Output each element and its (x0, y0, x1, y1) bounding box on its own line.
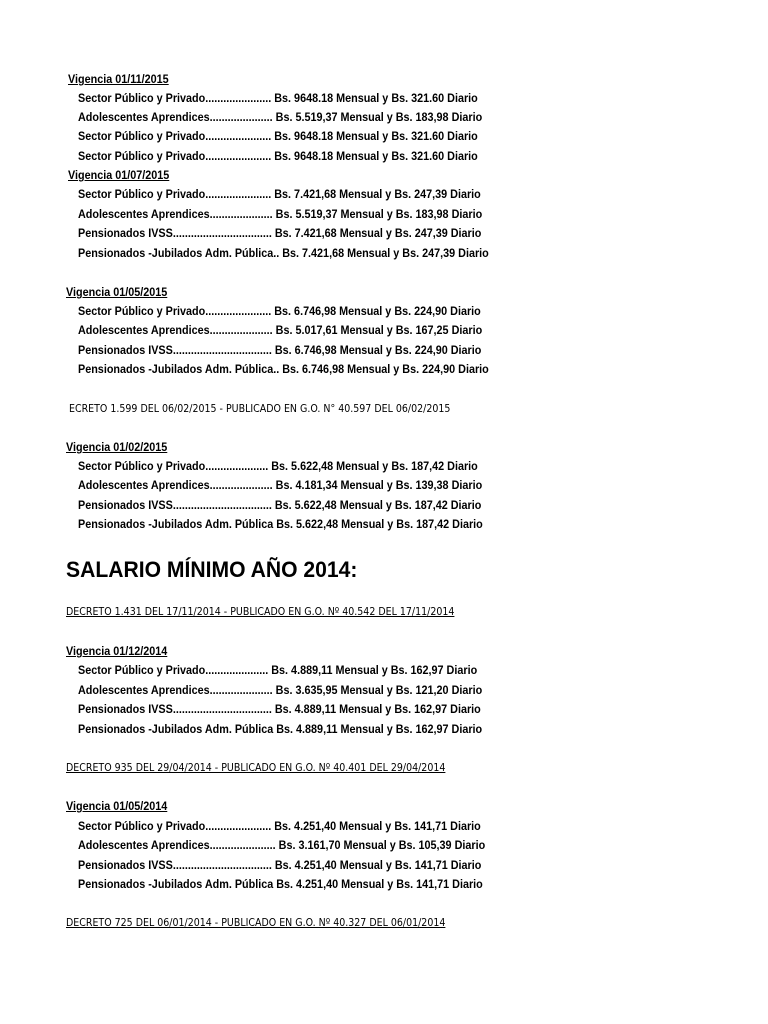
vigencia-heading: Vigencia 01/12/2014 (66, 644, 168, 658)
salary-line: Sector Público y Privado...................... Bs. 9648.18 Mensual y Bs. 321.60 Diario (78, 149, 478, 163)
salary-line: Pensionados -Jubilados Adm. Pública Bs. 4.251,40 Mensual y Bs. 141,71 Diario (78, 877, 483, 891)
salary-line: Pensionados IVSS................................. Bs. 6.746,98 Mensual y Bs. 224,90 Diario (78, 343, 482, 357)
salary-line: Sector Público y Privado...................... Bs. 4.251,40 Mensual y Bs. 141,71 Diario (78, 819, 481, 833)
vigencia-heading: Vigencia 01/07/2015 (68, 168, 170, 182)
salary-line: Adolescentes Aprendices..................... Bs. 5.519,37 Mensual y Bs. 183,98 Diario (78, 110, 483, 124)
salary-line: Pensionados -Jubilados Adm. Pública Bs. 5.622,48 Mensual y Bs. 187,42 Diario (78, 517, 483, 531)
salary-line: Adolescentes Aprendices..................... Bs. 5.017,61 Mensual y Bs. 167,25 Diario (78, 323, 483, 337)
salary-line: Pensionados -Jubilados Adm. Pública Bs. 4.889,11 Mensual y Bs. 162,97 Diario (78, 722, 483, 736)
salary-line: Adolescentes Aprendices..................... Bs. 3.635,95 Mensual y Bs. 121,20 Diario (78, 683, 483, 697)
vigencia-heading: Vigencia 01/05/2015 (66, 285, 168, 299)
salary-line: Pensionados IVSS................................. Bs. 5.622,48 Mensual y Bs. 187,42 Diario (78, 498, 482, 512)
salary-line: Sector Público y Privado...................... Bs. 6.746,98 Mensual y Bs. 224,90 Diario (78, 304, 481, 318)
salary-line: Pensionados IVSS................................. Bs. 7.421,68 Mensual y Bs. 247,39 Diario (78, 226, 482, 240)
salary-line: Sector Público y Privado...................... Bs. 9648.18 Mensual y Bs. 321.60 Diario (78, 91, 478, 105)
salary-line: Sector Público y Privado...................... Bs. 9648.18 Mensual y Bs. 321.60 Diario (78, 129, 478, 143)
decree-line: DECRETO 935 DEL 29/04/2014 - PUBLICADO EN G.O. Nº 40.401 DEL 29/04/2014 (66, 761, 446, 774)
salary-line: Pensionados -Jubilados Adm. Pública.. Bs. 6.746,98 Mensual y Bs. 224,90 Diario (78, 362, 489, 376)
salary-line: Adolescentes Aprendices..................... Bs. 4.181,34 Mensual y Bs. 139,38 Diario (78, 478, 483, 492)
vigencia-heading: Vigencia 01/11/2015 (68, 72, 169, 86)
salary-line: Adolescentes Aprendices...................... Bs. 3.161,70 Mensual y Bs. 105,39 Diario (78, 838, 486, 852)
salary-line: Pensionados IVSS................................. Bs. 4.251,40 Mensual y Bs. 141,71 Diario (78, 858, 482, 872)
vigencia-heading: Vigencia 01/05/2014 (66, 799, 168, 813)
salary-line: Adolescentes Aprendices..................... Bs. 5.519,37 Mensual y Bs. 183,98 Diario (78, 207, 483, 221)
salary-line: Sector Público y Privado..................... Bs. 5.622,48 Mensual y Bs. 187,42 Diario (78, 459, 478, 473)
salary-line: Pensionados -Jubilados Adm. Pública.. Bs. 7.421,68 Mensual y Bs. 247,39 Diario (78, 246, 489, 260)
salary-line: Pensionados IVSS................................. Bs. 4.889,11 Mensual y Bs. 162,97 Diario (78, 702, 481, 716)
section-title: SALARIO MÍNIMO AÑO 2014: (66, 557, 358, 582)
vigencia-heading: Vigencia 01/02/2015 (66, 440, 168, 454)
decree-line: DECRETO 725 DEL 06/01/2014 - PUBLICADO EN G.O. Nº 40.327 DEL 06/01/2014 (66, 916, 446, 929)
decree-line: ECRETO 1.599 DEL 06/02/2015 - PUBLICADO EN G.O. N° 40.597 DEL 06/02/2015 (69, 402, 451, 415)
salary-line: Sector Público y Privado...................... Bs. 7.421,68 Mensual y Bs. 247,39 Diario (78, 187, 481, 201)
decree-line: DECRETO 1.431 DEL 17/11/2014 - PUBLICADO EN G.O. Nº 40.542 DEL 17/11/2014 (66, 605, 455, 618)
salary-line: Sector Público y Privado..................... Bs. 4.889,11 Mensual y Bs. 162,97 Diario (78, 663, 478, 677)
